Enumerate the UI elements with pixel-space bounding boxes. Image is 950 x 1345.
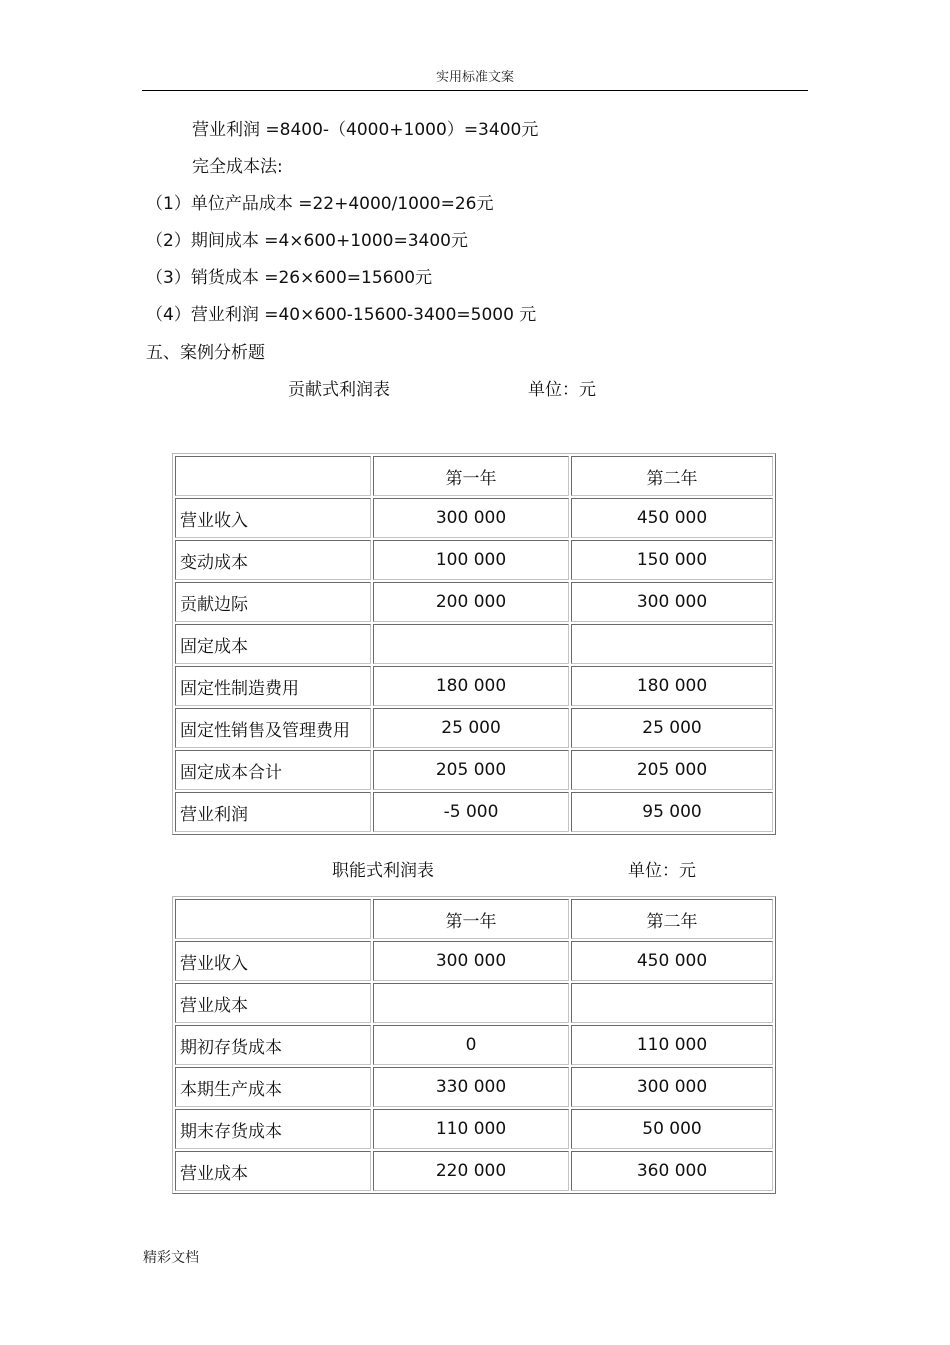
table-row (175, 1025, 773, 1065)
text-line-cost-of-sales: （3）销货成本 =26×600=15600元 (146, 268, 433, 288)
table-row (175, 792, 773, 832)
row-label: 营业收入 (175, 498, 371, 538)
cell-year1: 25 000 (373, 708, 569, 748)
cell-year2: 360 000 (571, 1151, 773, 1191)
row-label: 营业成本 (175, 983, 371, 1023)
cell-year2: 205 000 (571, 750, 773, 790)
table-row (175, 1109, 773, 1149)
header-cell-year1: 第一年 (373, 899, 569, 939)
cell-year1: 220 000 (373, 1151, 569, 1191)
cell-year2 (571, 624, 773, 664)
header-cell-year1: 第一年 (373, 456, 569, 496)
table2-unit: 单位：元 (628, 861, 696, 881)
page-footer: 精彩文档 (143, 1250, 199, 1266)
text-line-unit-cost: （1）单位产品成本 =22+4000/1000=26元 (146, 194, 494, 214)
row-label: 本期生产成本 (175, 1067, 371, 1107)
text-line-operating-profit-2: （4）营业利润 =40×600-15600-3400=5000 元 (146, 305, 537, 325)
cell-year1: 330 000 (373, 1067, 569, 1107)
cell-year2: 180 000 (571, 666, 773, 706)
header-cell-empty (175, 456, 371, 496)
text-line-operating-profit: 营业利润 =8400-（4000+1000）=3400元 (192, 120, 539, 140)
cell-year1: -5 000 (373, 792, 569, 832)
table-row (175, 498, 773, 538)
cell-year2 (571, 983, 773, 1023)
header-rule (142, 90, 808, 91)
table1-title: 贡献式利润表 (288, 380, 390, 400)
row-label: 贡献边际 (175, 582, 371, 622)
cell-year2: 450 000 (571, 498, 773, 538)
row-label: 营业利润 (175, 792, 371, 832)
table-row (175, 540, 773, 580)
cell-year1: 180 000 (373, 666, 569, 706)
table-row (175, 1067, 773, 1107)
header-cell-empty (175, 899, 371, 939)
table-row (175, 708, 773, 748)
cell-year2: 95 000 (571, 792, 773, 832)
cell-year1 (373, 983, 569, 1023)
cell-year1: 300 000 (373, 498, 569, 538)
cell-year2: 150 000 (571, 540, 773, 580)
row-label: 营业成本 (175, 1151, 371, 1191)
cell-year2: 110 000 (571, 1025, 773, 1065)
table-header-row (175, 899, 773, 939)
cell-year1: 100 000 (373, 540, 569, 580)
table-row (175, 983, 773, 1023)
row-label: 期初存货成本 (175, 1025, 371, 1065)
row-label: 固定成本合计 (175, 750, 371, 790)
cell-year1: 205 000 (373, 750, 569, 790)
header-cell-year2: 第二年 (571, 456, 773, 496)
table-row (175, 941, 773, 981)
cell-year2: 50 000 (571, 1109, 773, 1149)
row-label: 固定性制造费用 (175, 666, 371, 706)
row-label: 营业收入 (175, 941, 371, 981)
table-row (175, 666, 773, 706)
contribution-income-statement-table (172, 453, 776, 835)
cell-year1: 0 (373, 1025, 569, 1065)
section-heading-case-analysis: 五、案例分析题 (146, 343, 265, 363)
text-line-full-cost-method: 完全成本法: (192, 157, 283, 177)
cell-year2: 300 000 (571, 582, 773, 622)
cell-year1: 300 000 (373, 941, 569, 981)
table-row (175, 582, 773, 622)
text-line-period-cost: （2）期间成本 =4×600+1000=3400元 (146, 231, 468, 251)
table-row (175, 750, 773, 790)
cell-year1 (373, 624, 569, 664)
cell-year1: 200 000 (373, 582, 569, 622)
functional-income-statement-table (172, 896, 776, 1194)
cell-year2: 25 000 (571, 708, 773, 748)
cell-year1: 110 000 (373, 1109, 569, 1149)
table-row (175, 624, 773, 664)
table-row (175, 1151, 773, 1191)
cell-year2: 300 000 (571, 1067, 773, 1107)
table-header-row (175, 456, 773, 496)
row-label: 固定成本 (175, 624, 371, 664)
header-cell-year2: 第二年 (571, 899, 773, 939)
row-label: 变动成本 (175, 540, 371, 580)
page-header: 实用标准文案 (435, 70, 514, 85)
table1-unit: 单位：元 (528, 380, 596, 400)
row-label: 期末存货成本 (175, 1109, 371, 1149)
cell-year2: 450 000 (571, 941, 773, 981)
row-label: 固定性销售及管理费用 (175, 708, 371, 748)
table2-title: 职能式利润表 (332, 861, 434, 881)
